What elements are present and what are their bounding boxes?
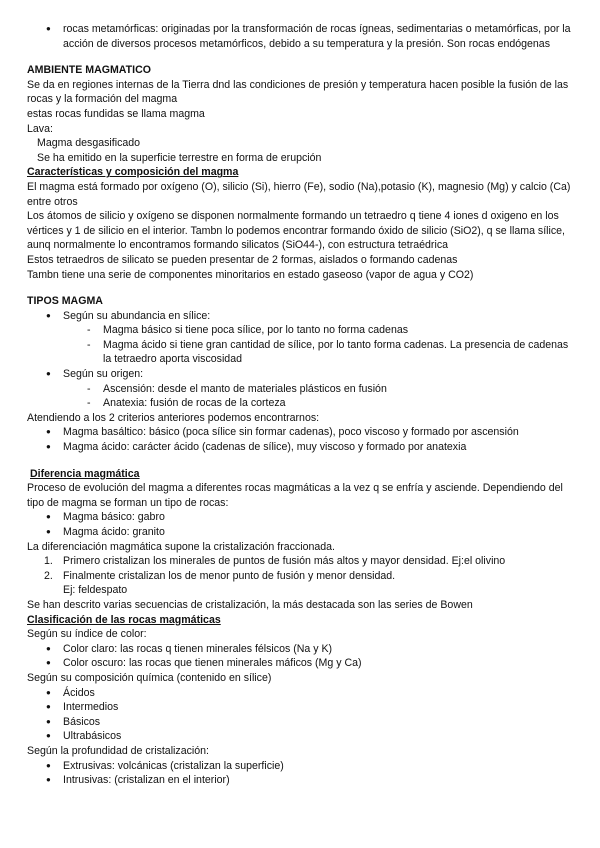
list-item: ● Color oscuro: las rocas que tienen minerales máficos (Mg y Ca) bbox=[27, 656, 575, 671]
list-item: ● Magma ácido: granito bbox=[27, 525, 575, 540]
list-item: ● Extrusivas: volcánicas (cristalizan la superficie) bbox=[27, 759, 575, 774]
heading-ambiente: AMBIENTE MAGMATICO bbox=[27, 64, 151, 77]
numbered-item bbox=[27, 569, 575, 584]
heading-tipos: TIPOS MAGMA bbox=[27, 295, 103, 308]
list-item: ● Intrusivas: (cristalizan en el interior) bbox=[27, 773, 575, 788]
heading-caracteristicas: Características y composición del magma bbox=[27, 166, 239, 179]
item-text: Primero cristalizan los minerales de puntos de fusión más altos y mayor densidad. Ej:el olivino bbox=[63, 555, 506, 568]
intro-list bbox=[27, 22, 575, 51]
dash-item: - Ascensión: desde el manto de materiales plásticos en fusión bbox=[27, 382, 575, 397]
paragraph: Tambn tiene una serie de componentes minoritarios en estado gaseoso (vapor de agua y CO2) bbox=[27, 268, 474, 281]
example-line: Ej: feldespato bbox=[63, 584, 128, 597]
numbered-item bbox=[27, 554, 575, 569]
list-item: ● Magma basáltico: básico (poca sílice sin formar cadenas), poco viscoso y formado por ascensión bbox=[27, 425, 575, 440]
lava-line: Magma desgasificado bbox=[37, 137, 141, 150]
paragraph: El magma está formado por oxígeno (O), silicio (Si), hierro (Fe), sodio (Na),potasio (K), magnesio (Mg) y calcio (Ca) entre otros bbox=[27, 180, 571, 208]
list-item: ● Según su abundancia en sílice: bbox=[27, 309, 575, 324]
color-list bbox=[27, 642, 575, 671]
depth-list bbox=[27, 759, 575, 788]
paragraph: Proceso de evolución del magma a diferentes rocas magmáticas a la vez q se enfría y asciende. Dependiendo del tipo de magma se forman un tipo de rocas: bbox=[27, 482, 563, 509]
tipos-list-2 bbox=[27, 425, 575, 454]
paragraph: estas rocas fundidas se llama magma bbox=[27, 107, 205, 120]
item-number: 1. bbox=[44, 555, 53, 568]
paragraph: La diferenciación magmática supone la cristalización fraccionada. bbox=[27, 540, 335, 553]
list-item: ● Según su origen: bbox=[27, 367, 575, 382]
item-number: 2. bbox=[44, 569, 53, 582]
item-text: Finalmente cristalizan los de menor punto de fusión y menor densidad. bbox=[63, 569, 396, 582]
lava-label: Lava: bbox=[27, 122, 53, 135]
list-item: ● Magma ácido: carácter ácido (cadenas de sílice), muy viscoso y formado por anatexia bbox=[27, 440, 575, 455]
dash-item: - Magma ácido si tiene gran cantidad de sílice, por lo tanto forma cadenas. La presencia de cadenas la tetraedro aporta viscosidad bbox=[27, 338, 575, 367]
dash-item: - Anatexia: fusión de rocas de la corteza bbox=[27, 396, 575, 411]
diferencia-numbered-list bbox=[27, 554, 575, 583]
document-page bbox=[27, 22, 575, 788]
list-item: ● Ácidos bbox=[27, 686, 575, 701]
list-item: ● Magma básico: gabro bbox=[27, 510, 575, 525]
list-item: ● rocas metamórficas: originadas por la transformación de rocas ígneas, sedimentarias o metamórficas, por la acción de diversos procesos metamórficos, debido a su temperatura y la presión. Son rocas endógenas bbox=[27, 22, 575, 51]
tipos-list bbox=[27, 309, 575, 411]
heading-clasificacion: Clasificación de las rocas magmáticas bbox=[27, 613, 221, 626]
paragraph: Según su composición química (contenido en sílice) bbox=[27, 671, 272, 684]
list-item: ● Color claro: las rocas q tienen minerales félsicos (Na y K) bbox=[27, 642, 575, 657]
composition-list bbox=[27, 686, 575, 744]
paragraph: Según su índice de color: bbox=[27, 628, 147, 641]
list-item: ● Básicos bbox=[27, 715, 575, 730]
paragraph: Atendiendo a los 2 criterios anteriores podemos encontrarnos: bbox=[27, 411, 320, 424]
paragraph: Los átomos de silicio y oxígeno se disponen normalmente formando un tetraedro q tiene 4 iones d oxigeno en los vértices y 1 de silicio en el interior. Tambn lo podemos encontrar formando óxido de silicio (SiO2), q se llama sílice, aunq normalmente lo encontramos formando silicatos (SiO44-), con estructura tetraédrica bbox=[27, 210, 565, 252]
paragraph: Se da en regiones internas de la Tierra dnd las condiciones de presión y temperatura hacen posible la fusión de las rocas y la formación del magma bbox=[27, 78, 569, 106]
paragraph: Se han descrito varias secuencias de cristalización, la más destacada son las series de Bowen bbox=[27, 598, 473, 611]
dash-item: - Magma básico si tiene poca sílice, por lo tanto no forma cadenas bbox=[27, 323, 575, 338]
lava-line: Se ha emitido en la superficie terrestre en forma de erupción bbox=[37, 151, 322, 164]
list-item: ● Intermedios bbox=[27, 700, 575, 715]
diferencia-list bbox=[27, 510, 575, 539]
list-item: ● Ultrabásicos bbox=[27, 729, 575, 744]
paragraph: Estos tetraedros de silicato se pueden presentar de 2 formas, aislados o formando cadenas bbox=[27, 253, 458, 266]
paragraph: Según la profundidad de cristalización: bbox=[27, 744, 209, 757]
heading-diferencia: Diferencia magmática bbox=[30, 467, 140, 480]
